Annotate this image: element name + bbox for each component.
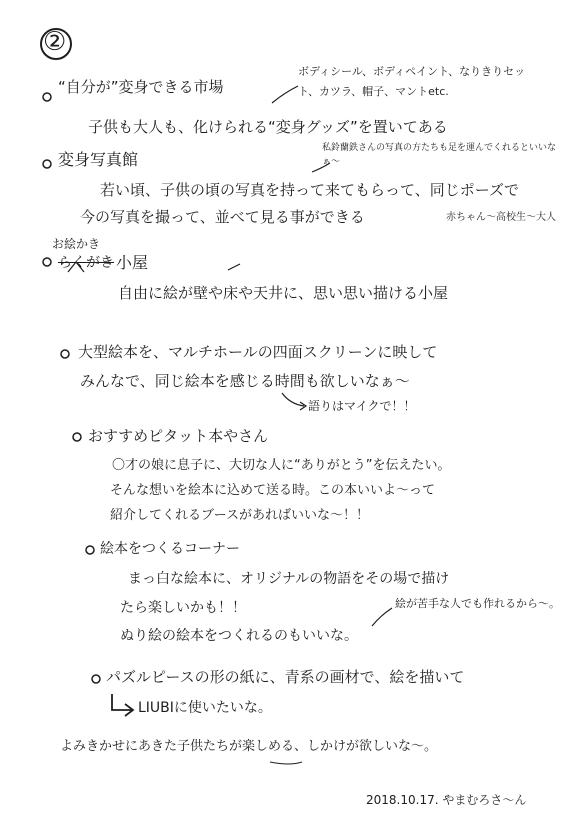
item1-line: 子供も大人も、化けられる“変身グッズ”を置いてある: [88, 118, 448, 136]
item5-line2: そんな想いを絵本に込めて送る時。この本いいよ〜って: [110, 483, 436, 498]
item5-title: おすすめピタット本やさん: [88, 427, 269, 445]
bullet-3: [43, 258, 51, 266]
item3-insert: お絵かき: [52, 237, 101, 251]
item2-side-note: 赤ちゃん〜高校生〜大人: [446, 212, 556, 223]
item5-line1: 〇才の娘に息子に、大切な人に“ありがとう”を伝えたい。: [112, 458, 451, 473]
signature: 2018.10.17. やまむろさ〜ん: [366, 793, 527, 807]
note-pointer-5: [372, 608, 392, 626]
closing-line: よみきかせにあきた子供たちが楽しめる、しかけが欲しいな〜。: [60, 739, 438, 754]
item6-line1: まっ白な絵本に、オリジナルの物語をその場で描け: [128, 571, 450, 587]
bullet-6: [86, 546, 94, 554]
item4-line1: 大型絵本を、マルチホールの四面スクリーンに映して: [78, 343, 438, 361]
note-pointer-4: [282, 393, 304, 406]
bullet-5: [73, 433, 81, 441]
item6-line3: ぬり絵の絵本をつくれるのもいいな。: [120, 628, 358, 644]
emphasis-flourish: [270, 762, 302, 764]
item3-struck: らくがき: [58, 255, 114, 271]
bullet-2: [43, 160, 51, 168]
bullet-4: [61, 350, 69, 358]
bullet-7: [92, 675, 100, 683]
bullet-1: [43, 93, 51, 101]
item2-note: 私鈴蘭鉄さんの写真の方たちも足を運んでくれるといいなぁ〜: [322, 143, 557, 167]
item7-line: パズルピースの形の紙に、青系の画材で、絵を描いて: [106, 668, 465, 686]
item2-title: 変身写真館: [58, 150, 139, 169]
note-pointer-1: [272, 86, 298, 103]
item3-line: 自由に絵が壁や床や天井に、思い思い描ける小屋: [118, 284, 449, 302]
item4-line2: みんなで、同じ絵本を感じる時間も欲しいなぁ〜: [80, 372, 410, 390]
item1-note: ボディシール、ボディペイント、なりきりセット、カツラ、帽子、マントetc.: [298, 65, 526, 98]
page-number: ②: [43, 27, 67, 57]
item6-note: 絵が苦手な人でも作れるから〜。: [395, 597, 560, 610]
item6-title: 絵本をつくるコーナー: [100, 541, 240, 557]
item7-arrow-line: LIUBIに使いたいな。: [138, 700, 272, 716]
item5-line3: 紹介してくれるブースがあればいいな〜！！: [110, 508, 369, 523]
item6-line2: たら楽しいかも！！: [120, 600, 246, 616]
item2-line2: 今の写真を撮って、並べて見る事ができる: [80, 208, 365, 226]
item4-note: 語りはマイクで！！: [308, 399, 416, 413]
item2-line1: 若い頃、子供の頃の写真を持って来てもらって、同じポーズで: [100, 181, 519, 199]
item3-title: 小屋: [116, 253, 149, 272]
item1-title: “自分が”変身できる市場: [58, 78, 224, 96]
note-pointer-3: [228, 264, 240, 270]
